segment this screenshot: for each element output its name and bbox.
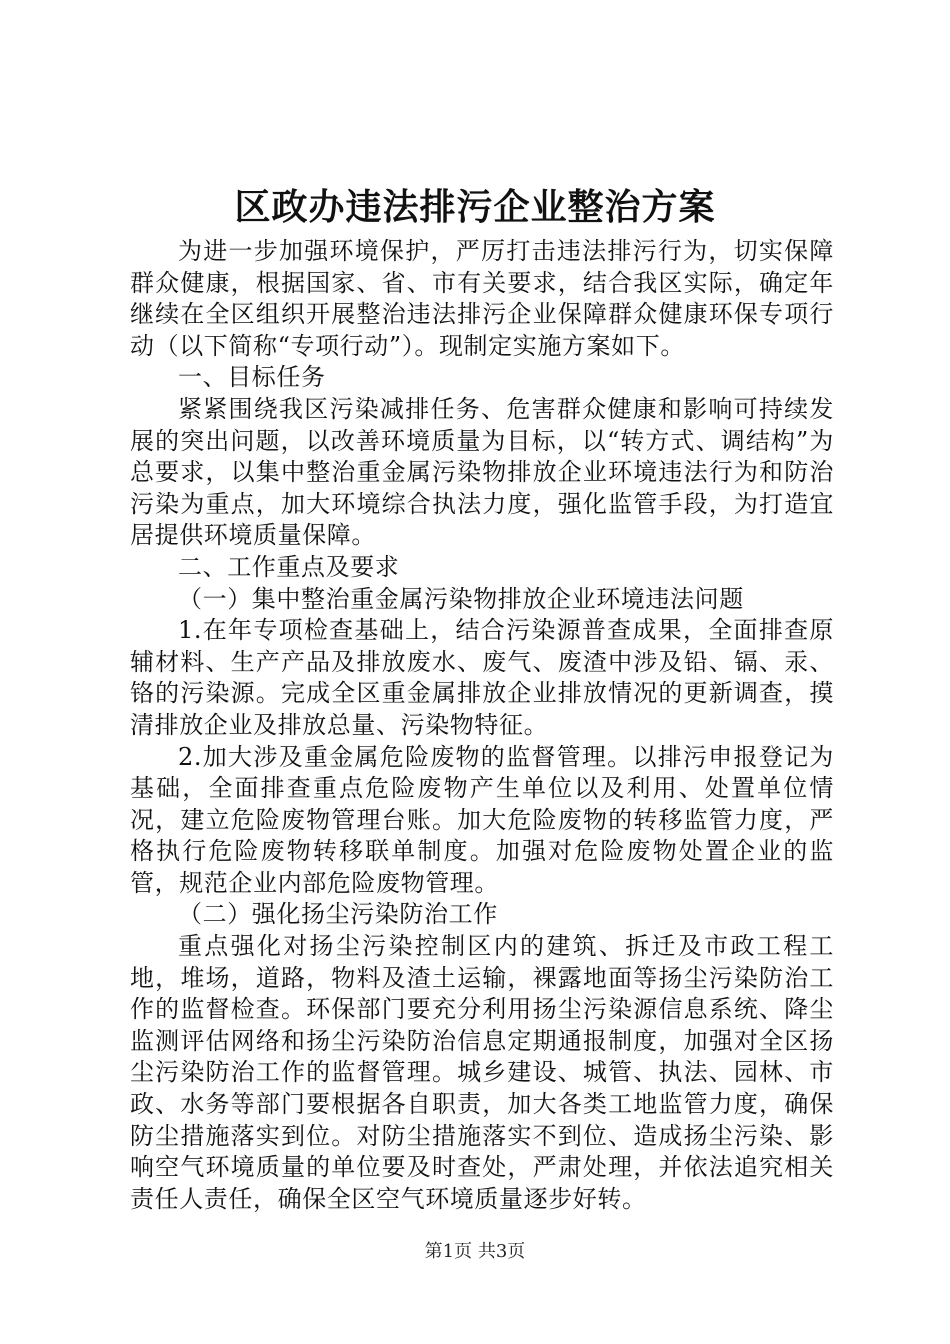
section-heading-work-focus: 二、工作重点及要求 — [178, 552, 400, 581]
intro-paragraph: 为进一步加强环境保护，严厉打击违法排污行为，切实保障群众健康，根据国家、省、市有关要求，结合我区实际，确定年继续在全区组织开展整治违法排污企业保障群众健康环保专项行动（以下简称“专项行动”）。现制定实施方案如下。 — [130, 237, 834, 360]
document-title: 区政办违法排污企业整治方案 — [234, 186, 716, 228]
subheading-heavy-metals: （一）集中整治重金属污染物排放企业环境违法问题 — [178, 584, 744, 613]
dust-pollution-paragraph: 重点强化对扬尘污染控制区内的建筑、拆迁及市政工程工地，堆场，道路，物料及渣土运输，裸露地面等扬尘污染防治工作的监督检查。环保部门要充分利用扬尘污染源信息系统、降尘监测评估网络和扬尘污染防治信息定期通报制度，加强对全区扬尘污染防治工作的监督管理。城乡建设、城管、执法、园林、市政、水务等部门要根据各自职责，加大各类工地监管力度，确保防尘措施落实到位。对防尘措施落实不到位、造成扬尘污染、影响空气环境质量的单位要及时查处，严肃处理，并依法追究相关责任人责任，确保全区空气环境质量逐步好转。 — [130, 932, 834, 1213]
heavy-metals-item-1: 1.在年专项检查基础上，结合污染源普查成果，全面排查原辅材料、生产产品及排放废水、废气、废渣中涉及铅、镉、汞、铬的污染源。完成全区重金属排放企业排放情况的更新调查，摸清排放企业及排放总量、污染物特征。 — [130, 616, 834, 739]
goals-paragraph: 紧紧围绕我区污染减排任务、危害群众健康和影响可持续发展的突出问题，以改善环境质量为目标，以“转方式、调结构”为总要求，以集中整治重金属污染物排放企业环境违法行为和防治污染为重点，加大环境综合执法力度，强化监管手段，为打造宜居提供环境质量保障。 — [130, 394, 834, 550]
subheading-dust-pollution: （二）强化扬尘污染防治工作 — [178, 900, 498, 929]
heavy-metals-item-2: 2.加大涉及重金属危险废物的监督管理。以排污申报登记为基础，全面排查重点危险废物产生单位以及利用、处置单位情况，建立危险废物管理台账。加大危险废物的转移监管力度，严格执行危险废物转移联单制度。加强对危险废物处置企业的监管，规范企业内部危险废物管理。 — [130, 742, 834, 897]
document-body — [130, 236, 834, 1215]
section-heading-goals: 一、目标任务 — [178, 363, 326, 392]
page-number-footer: 第1页 共3页 — [424, 1241, 526, 1262]
